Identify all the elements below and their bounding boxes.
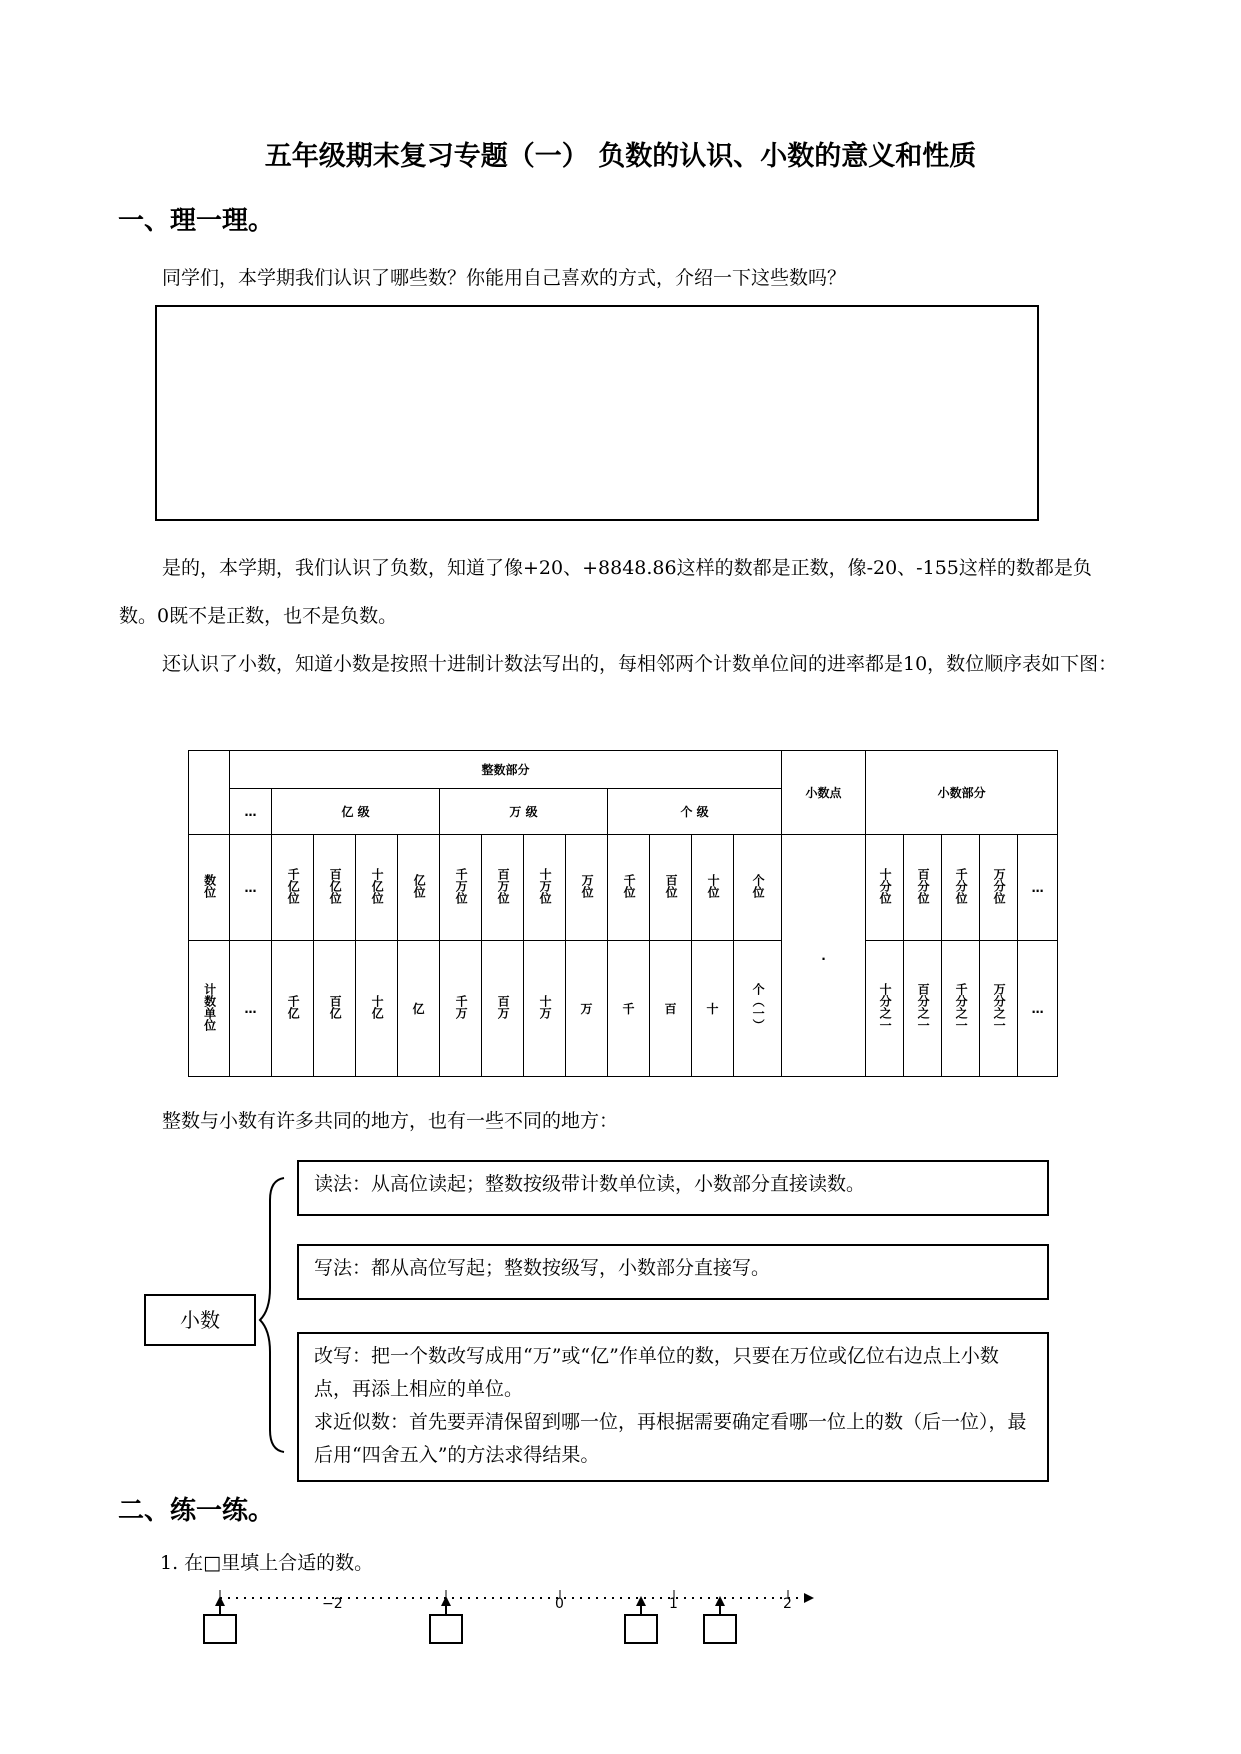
decimal-digit-ellipsis: … [1018,835,1058,941]
row-label-digit: 数位 [189,835,230,941]
decimal-unit-cell: 万分之一 [980,941,1018,1077]
digit-cell: 千亿位 [272,835,314,941]
unit-cell: 百万 [482,941,524,1077]
decimal-digit-cell: 千分位 [942,835,980,941]
answer-square-3[interactable] [624,1614,658,1644]
decimal-part-header: 小数部分 [866,751,1058,835]
page-title: 五年级期末复习专题（一） 负数的认识、小数的意义和性质 [264,141,977,172]
negative-number-paragraph: 是的，本学期，我们认识了负数，知道了像+20、+8848.86这样的数都是正数，像-20、-155这样的数都是负数。0既不是正数，也不是负数。 [119,557,1092,627]
unit-cell: 十亿 [356,941,398,1077]
writing-rule-box: 写法：都从高位写起；整数按级写，小数部分直接写。 [297,1244,1049,1300]
unit-cell: 千 [608,941,650,1077]
section1-intro: 同学们，本学期我们认识了哪些数？你能用自己喜欢的方式，介绍一下这些数吗？ [162,267,847,289]
decimal-digit-cell: 十分位 [866,835,904,941]
digit-cell: 百亿位 [314,835,356,941]
section1-heading: 一、理一理。 [118,206,275,236]
answer-square-2[interactable] [429,1614,463,1644]
decimal-unit-cell: 十分之一 [866,941,904,1077]
tick-label-0: 0 [555,1596,564,1612]
comparison-intro: 整数与小数有许多共同的地方，也有一些不同的地方： [162,1110,619,1132]
rewrite-approx-box [297,1332,1049,1482]
decimal-point-header: 小数点 [782,751,866,835]
answer-square-4[interactable] [703,1614,737,1644]
unit-cell: 十万 [524,941,566,1077]
digit-cell: 十位 [692,835,734,941]
reading-rule-box: 读法：从高位读起；整数按级带计数单位读，小数部分直接读数。 [297,1160,1049,1216]
unit-ellipsis: … [230,941,272,1077]
digit-cell: 十亿位 [356,835,398,941]
digit-cell: 千万位 [440,835,482,941]
integer-part-header: 整数部分 [230,751,782,789]
decimal-unit-ellipsis: … [1018,941,1058,1077]
answer-box [155,305,1039,521]
level-ge: 个 级 [608,789,782,835]
decimal-unit-cell: 千分之一 [942,941,980,1077]
rewriting-rule: 改写：把一个数改写成用“万”或“亿”作单位的数，只要在万位或亿位右边点上小数点，再添上相应的单位。 [314,1345,999,1400]
unit-cell: 万 [566,941,608,1077]
decimal-center-box: 小数 [144,1294,256,1346]
digit-cell: 亿位 [398,835,440,941]
left-brace [258,1176,288,1454]
decimal-unit-cell: 百分之一 [904,941,942,1077]
decimal-digit-cell: 百分位 [904,835,942,941]
corner-cell [189,751,230,835]
level-wan: 万 级 [440,789,608,835]
decimal-paragraph: 还认识了小数，知道小数是按照十进制计数法写出的，每相邻两个计数单位间的进率都是10，数位顺序表如下图： [162,653,1118,675]
digit-ellipsis: … [230,835,272,941]
tick-label-neg2: −2 [322,1596,343,1612]
unit-cell: 千亿 [272,941,314,1077]
digit-cell: 百位 [650,835,692,941]
unit-cell: 亿 [398,941,440,1077]
question-1: 1. 在□里填上合适的数。 [160,1552,374,1574]
level-yi: 亿 级 [272,789,440,835]
approx-rule: 求近似数：首先要弄清保留到哪一位，再根据需要确定看哪一位上的数（后一位），最后用“四舍五入”的方法求得结果。 [314,1411,1027,1466]
unit-cell: 十 [692,941,734,1077]
row-label-unit: 计数单位 [189,941,230,1077]
level-ellipsis: … [230,789,272,835]
unit-cell: 个（一） [734,941,782,1077]
digit-cell: 千位 [608,835,650,941]
unit-cell: 百 [650,941,692,1077]
tick-label-1: 1 [669,1596,678,1612]
digit-cell: 万位 [566,835,608,941]
decimal-point-cell: . [782,835,866,1077]
digit-cell: 个位 [734,835,782,941]
tick-label-2: 2 [783,1596,792,1612]
unit-cell: 百亿 [314,941,356,1077]
decimal-digit-cell: 万分位 [980,835,1018,941]
answer-square-1[interactable] [203,1614,237,1644]
unit-cell: 千万 [440,941,482,1077]
digit-cell: 百万位 [482,835,524,941]
digit-cell: 十万位 [524,835,566,941]
place-value-table [188,750,1058,1077]
section2-heading: 二、练一练。 [118,1496,275,1526]
